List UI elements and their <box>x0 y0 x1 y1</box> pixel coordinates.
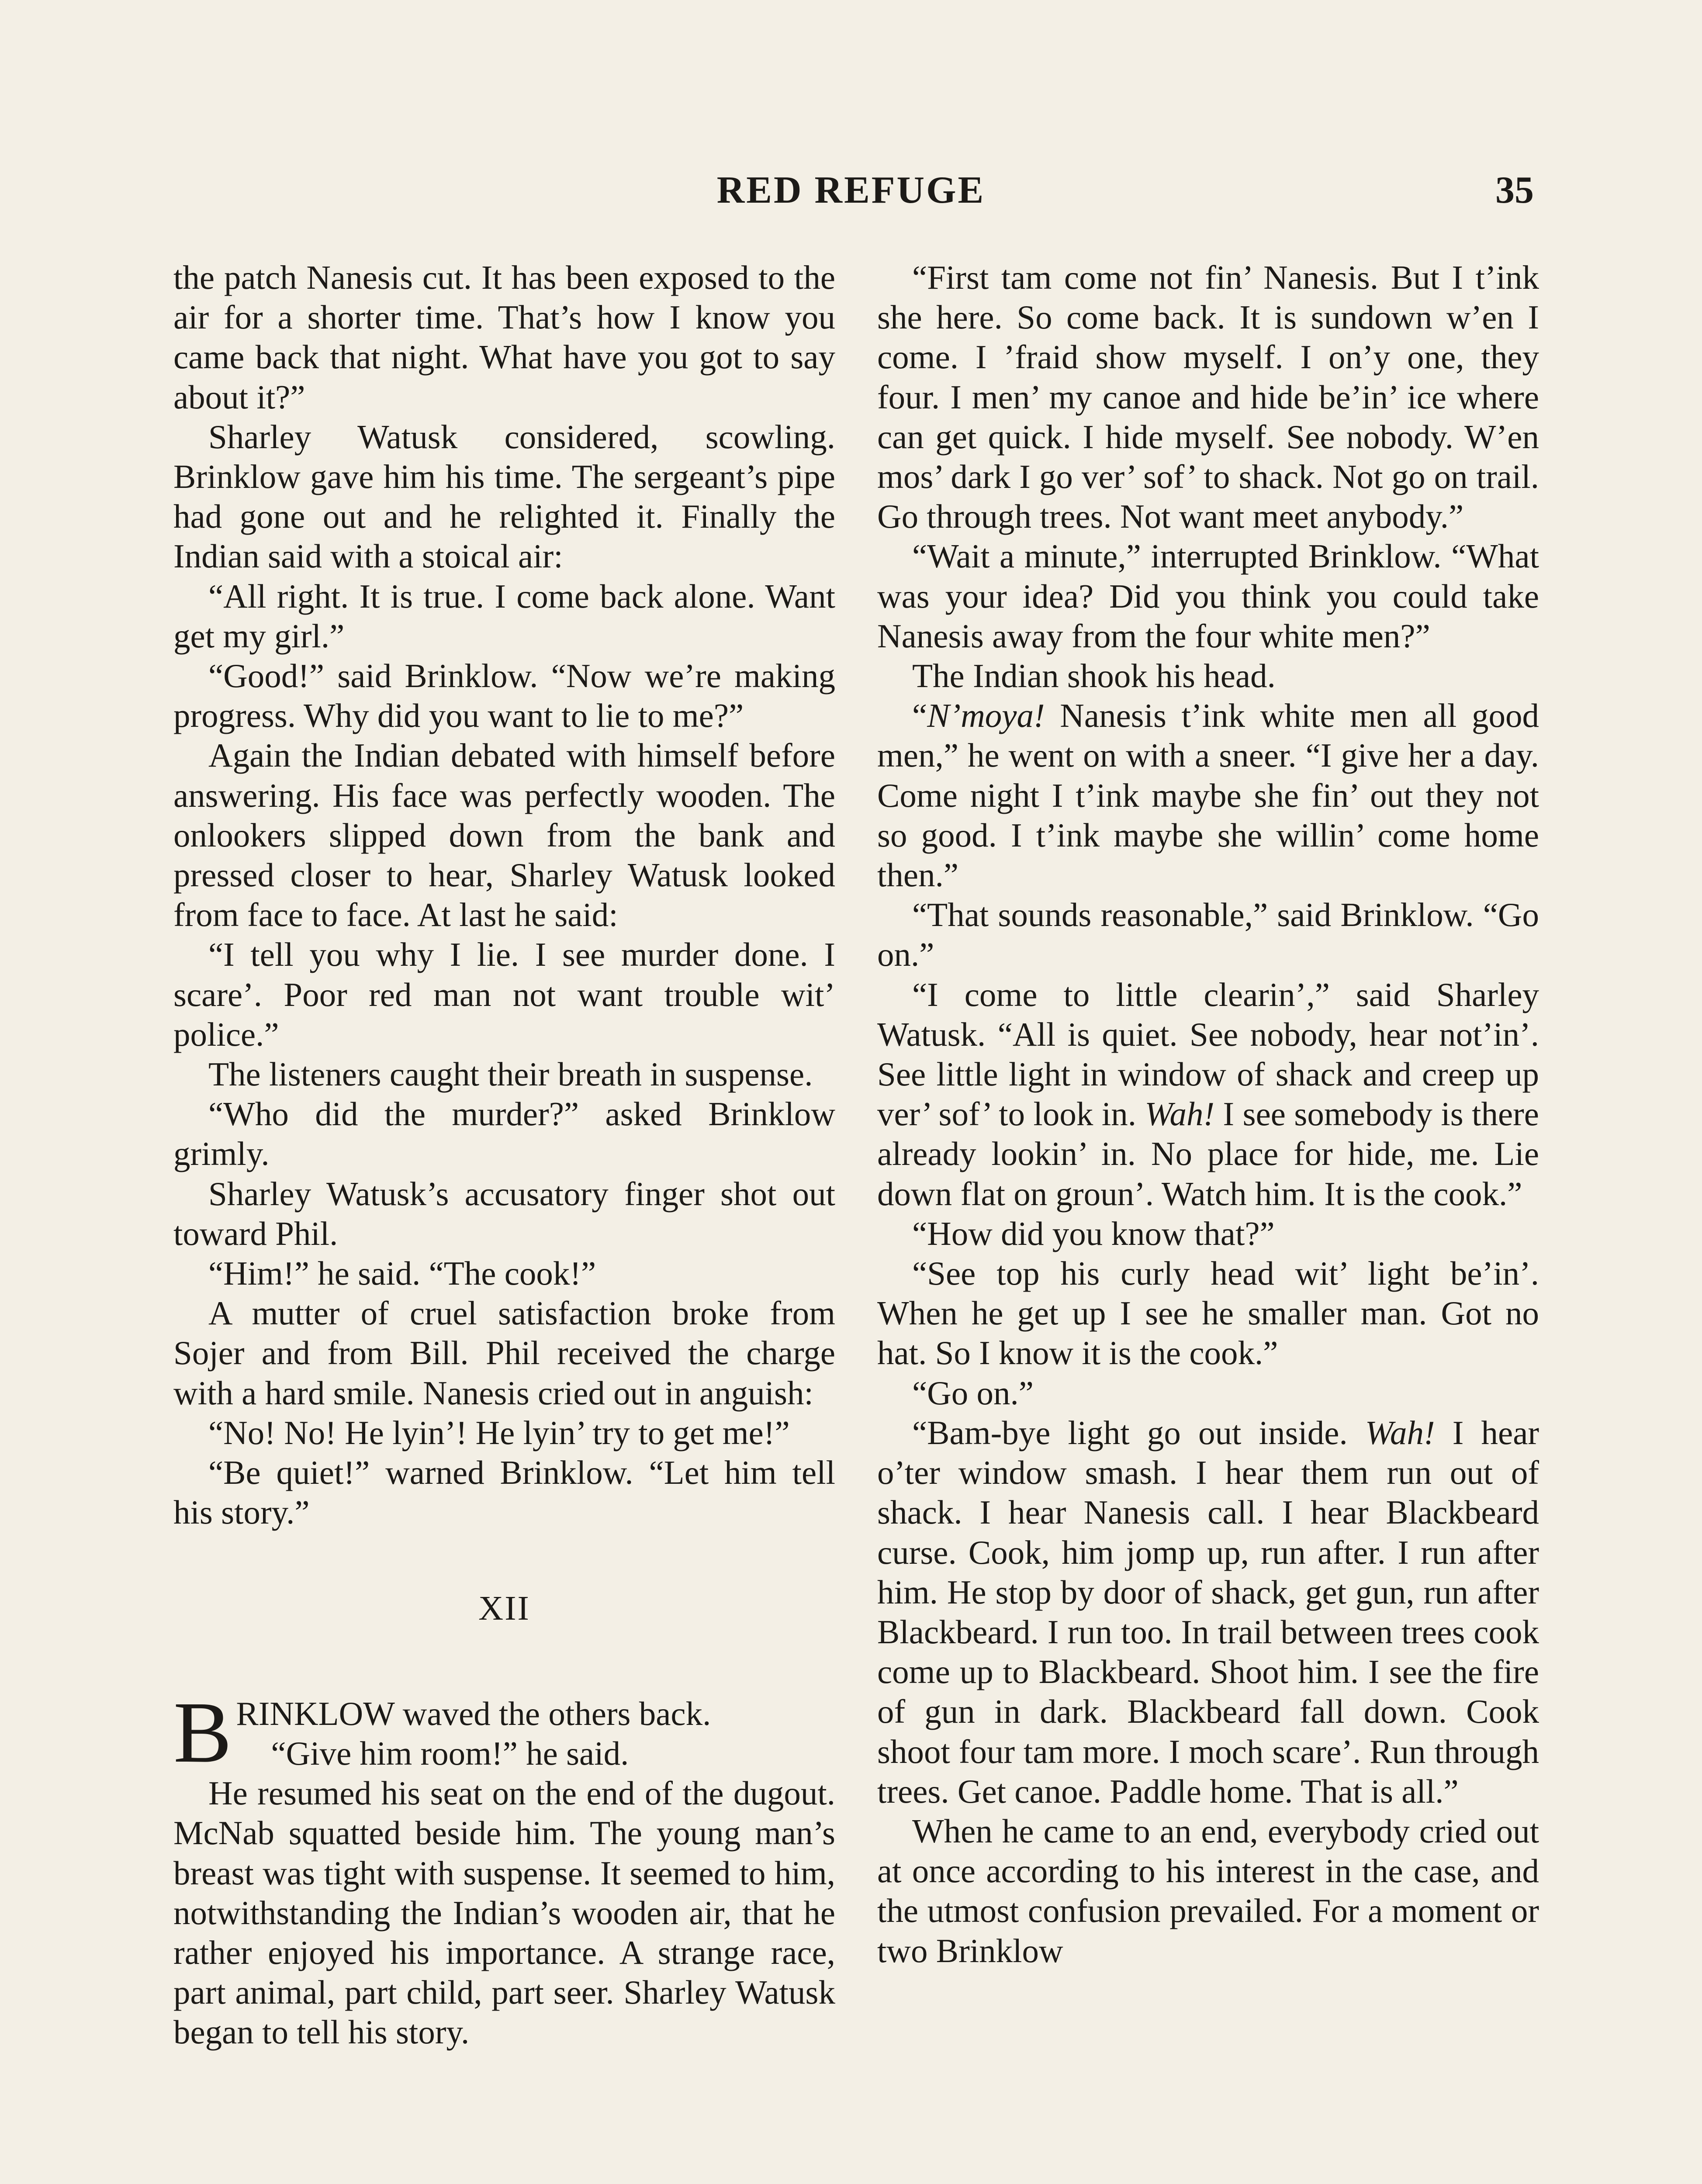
paragraph: “First tam come not fin’ Nanesis. But I t’ink she here. So come back. It is sundown w’en I come. I ’fraid show myself. I on’y one, they four. I men’ my canoe and hide be’in’ ice where can get quick. I hide myself. See nobody. W’en mos’ dark I go ver’ sof’ to shack. Not go on trail. Go through trees. Not want meet anybody.” <box>877 259 1539 536</box>
paragraph: “That sounds reasonable,” said Brinklow. “Go on.” <box>877 896 1539 974</box>
left-column <box>173 258 835 2053</box>
paragraph: “All right. It is true. I come back alone. Want get my girl.” <box>173 577 835 655</box>
chapter-first-line: RINKLOW waved the others back. <box>236 1694 711 1732</box>
italic-phrase: Wah! <box>1365 1413 1435 1451</box>
paragraph-text: I see somebody is there already lookin’ in. No place for hide, me. Lie down flat on groun’. Watch him. It is the cook.” <box>877 1095 1539 1213</box>
paragraph-text: “I come to little clearin’,” said Sharley Watusk. “All is quiet. See nobody, hear not’in’. See little light in window of shack and creep up ver’ sof’ to look in. <box>877 975 1539 1133</box>
paragraph: A mutter of cruel satisfaction broke from Sojer and from Bill. Phil received the charge with a hard smile. Nanesis cried out in anguish: <box>173 1294 835 1412</box>
paragraph: “See top his curly head wit’ light be’in’. When he get up I see he smaller man. Got no hat. So I know it is the cook.” <box>877 1254 1539 1372</box>
paragraph: Sharley Watusk’s accusatory finger shot out toward Phil. <box>173 1175 835 1252</box>
paragraph: Sharley Watusk considered, scowling. Brinklow gave him his time. The sergeant’s pipe had gone out and he relighted it. Finally the Indian said with a stoical air: <box>173 418 835 575</box>
paragraph-text: I hear o’ter window smash. I hear them run out of shack. I hear Nanesis call. I hear Blackbeard curse. Cook, him jomp up, run after. I run after him. He stop by door of shack, get gun, run after Blackbeard. I run too. In trail between trees cook come up to Blackbeard. Shoot him. I see the fire of gun in dark. Blackbeard fall down. Cook shoot four tam more. I moch scare’. Run through trees. Get canoe. Paddle home. That is all.” <box>877 1413 1539 1810</box>
paragraph: He resumed his seat on the end of the dugout. McNab squatted beside him. The young man’s breast was tight with suspense. It seemed to him, notwithstanding the Indian’s wooden air, that he rather enjoyed his importance. A strange race, part animal, part child, part seer. Sharley Watusk began to tell his story. <box>173 1774 835 2051</box>
paragraph: “No! No! He lyin’! He lyin’ try to get me!” <box>208 1413 790 1451</box>
italic-phrase: Wah! <box>1145 1095 1215 1133</box>
paragraph: “Go on.” <box>912 1374 1034 1412</box>
paragraph <box>877 1413 1539 1811</box>
paragraph-text: “Bam-bye light go out inside. <box>912 1413 1365 1451</box>
paragraph: “Wait a minute,” interrupted Brinklow. “What was your idea? Did you think you could take Nanesis away from the four white men?” <box>877 537 1539 655</box>
right-column <box>877 258 1539 1971</box>
paragraph: Again the Indian debated with himself before answering. His face was perfectly wooden. The onlookers slipped down from the bank and pressed closer to hear, Sharley Watusk looked from face to face. At last he said: <box>173 736 835 934</box>
drop-cap: B <box>173 1684 232 1781</box>
paragraph: The Indian shook his head. <box>912 657 1276 695</box>
paragraph <box>877 975 1539 1214</box>
page-number: 35 <box>1495 169 1534 211</box>
paragraph: “Good!” said Brinklow. “Now we’re making progress. Why did you want to lie to me?” <box>173 657 835 735</box>
chapter-heading: XII <box>478 1589 530 1628</box>
paragraph: the patch Nanesis cut. It has been exposed to the air for a shorter time. That’s how I know you came back that night. What have you got to say about it?” <box>173 259 835 416</box>
paragraph: “I tell you why I lie. I see murder done. I scare’. Poor red man not want trouble wit’ police.” <box>173 936 835 1053</box>
paragraph: “N’moya! Nanesis t’ink white men all good men,” he went on with a sneer. “I give her a day. Come night I t’ink maybe she fin’ out they not so good. I t’ink maybe she willin’ come home then.” <box>877 697 1539 894</box>
paragraph: “Him!” he said. “The cook!” <box>208 1254 596 1292</box>
paragraph-text: Nanesis t’ink white men all good men,” he went on with a sneer. “I give her a day. Come night I t’ink maybe she fin’ out they not so good. I t’ink maybe she willin’ come home then.” <box>877 697 1539 894</box>
paragraph: When he came to an end, everybody cried out at once according to his interest in the case, and the utmost confusion prevailed. For a moment or two Brinklow <box>877 1812 1539 1970</box>
running-title: RED REFUGE <box>716 169 986 211</box>
paragraph: The listeners caught their breath in suspense. <box>208 1055 813 1093</box>
paragraph: “Be quiet!” warned Brinklow. “Let him tell his story.” <box>173 1454 835 1531</box>
italic-phrase: N’moya! <box>927 697 1045 735</box>
chapter-opening-paragraph <box>173 1684 835 1781</box>
paragraph: “Who did the murder?” asked Brinklow grimly. <box>173 1095 835 1173</box>
paragraph: “How did you know that?” <box>912 1214 1275 1252</box>
chapter-second-line: “Give him room!” he said. <box>271 1734 629 1772</box>
